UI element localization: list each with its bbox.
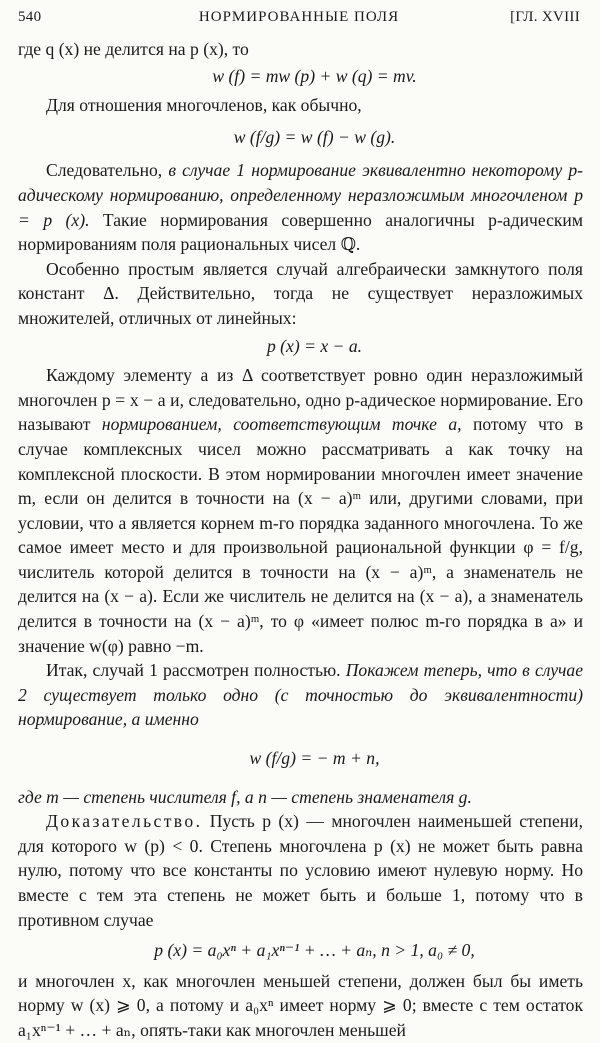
text: Следовательно,: [46, 160, 169, 181]
paragraph: [18, 158, 583, 256]
emphasis: нормированием, соответствующим точке a,: [101, 414, 462, 435]
paragraph: [18, 658, 583, 732]
paragraph: и многочлен x, как многочлен меньшей степени, должен был бы иметь норму w (x) ⩾ 0, а потому и a₀xⁿ имеет норму ⩾ 0; вместе с тем остаток a₁xⁿ⁻¹ + … + aₙ, опять-таки как многочлен меньшей: [18, 970, 583, 1040]
emphasis: Покажем теперь, что в случае 2 существует только одно (с точностью до эквивалентности) нормирование, а именно: [18, 660, 584, 730]
equation: w (f) = mw (p) + w (q) = mv.: [212, 65, 417, 86]
paragraph: [18, 363, 583, 658]
text: Каждому элементу a из Δ соответствует ровно один неразложимый многочлен p = x − a и, следовательно, одно p-адическое нормирование. Его называют: [18, 365, 583, 435]
page-number: 540: [18, 9, 42, 25]
equation: p (x) = a₀xⁿ + a₁xⁿ⁻¹ + … + aₙ, n > 1, a₀ ≠ 0,: [154, 940, 475, 961]
text-line: где m — степень числителя f, а n — степень знаменателя g.: [18, 786, 472, 807]
paragraph: [18, 809, 583, 932]
running-header: [18, 9, 580, 29]
text: потому что в случае комплексных чисел можно рассматривать a как точку на комплексной плоскости. В этом нормировании многочлен имеет значение m, если он делится в точности на (x − a)ᵐ или, другими словами, при условии, что a является корнем m-го порядка заданного многочлена. То же самое имеет место и для произвольной рациональной функции φ = f/g, числитель которой делится в точности на (x − a)ᵐ, а знаменатель не делится на (x − a). Если же числитель не делится на (x − a), а знаменатель делится в точности на (x − a)ᵐ, то φ «имеет полюс m-го порядка в a» и значение w(φ) равно −m.: [18, 414, 583, 656]
equation: p (x) = x − a.: [266, 335, 363, 356]
paragraph: Особенно простым является случай алгебраически замкнутого поля констант Δ. Действительно, тогда не существует неразложимых множителей, отличных от линейных:: [18, 258, 583, 328]
text: Такие нормирования совершенно аналогичны p-адическим нормированиям поля рациональных чисел ℚ.: [18, 209, 583, 255]
chapter-reference: [ГЛ. XVIII: [510, 9, 580, 25]
emphasis: в случае 1 нормирование эквивалентно некоторому p-адическому нормированию, определенному неразложимым многочленом p = p (x).: [18, 160, 583, 230]
page-body: [18, 37, 583, 1043]
running-title: НОРМИРОВАННЫЕ ПОЛЯ: [198, 9, 400, 25]
text: Пусть p (x) — многочлен наименьшей степени, для которого w (p) < 0. Степень многочлена p (x) не может быть равна нулю, потому что все константы по условию имеют нулевую норму. Но вместе с тем эта степень не может быть и больше 1, потому что в противном случае: [18, 811, 583, 930]
equation: w (f/g) = w (f) − w (g).: [233, 126, 396, 147]
proof-heading: Доказательство.: [46, 811, 203, 832]
equation: w (f/g) = − m + n,: [249, 748, 380, 769]
text: Итак, случай 1 рассмотрен полностью.: [46, 660, 346, 681]
paragraph: Для отношения многочленов, как обычно,: [46, 95, 362, 116]
text-line: где q (x) не делится на p (x), то: [18, 39, 249, 59]
